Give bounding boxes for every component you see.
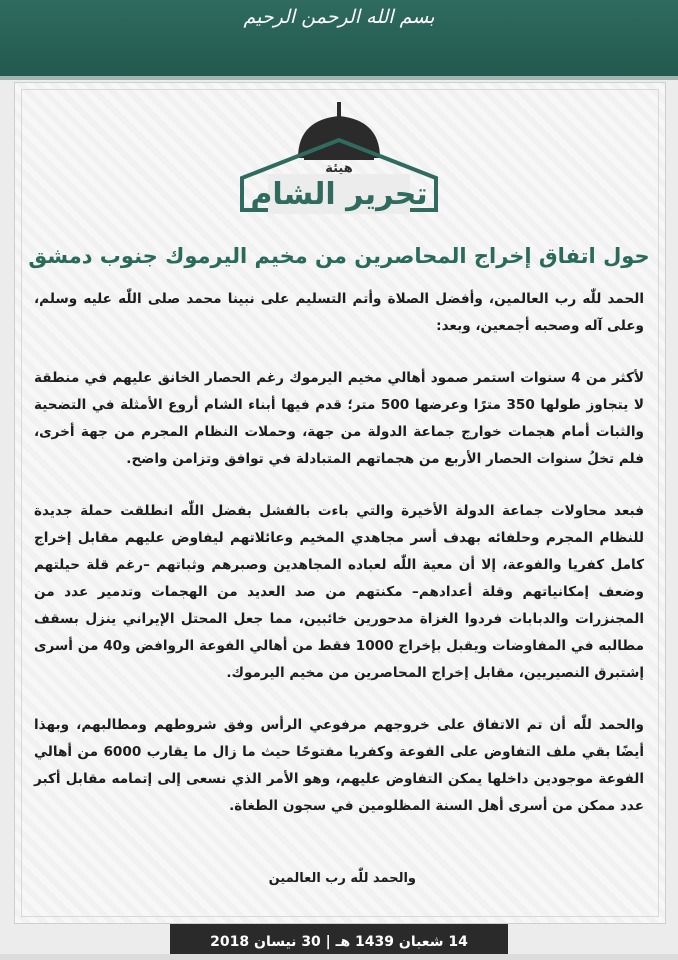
header-band — [0, 0, 678, 76]
paragraph-agreement: والحمد للّٰه أن تم الاتفاق على خروجهم مرفوعي الرأس وفق شروطهم ومطالبهم، وبهذا أيضًا بقي ملف التفاوض على الفوعة وكفريا مفتوحًا حيث ما زال ما يقارب 6000 من أهالي الفوعة موجودين داخلها يمكن التفاوض عليهم، وهو الأمر الذي نسعى إلى إتمامه مقابل أكبر عدد ممكن من أسرى أهل السنة المظلومين في سجون الطغاة. — [34, 717, 644, 814]
basmala-calligraphy: بسم الله الرحمن الرحيم — [243, 6, 435, 28]
header-underline — [0, 76, 678, 80]
paragraph-campaign: فبعد محاولات جماعة الدولة الأخيرة والتي باءت بالفشل بفضل اللّٰه انطلقت حملة جديدة للنظام المجرم وحلفائه بهدف أسر مجاهدي المخيم وعائلاتهم ليفاوض عليهم مقابل إخراج كامل كفريا والفوعة، إلا أن معية اللّٰه لعباده المجاهدين وصبرهم وثباتهم –رغم قلة حيلتهم وضعف إمكانياتهم وقلة أعدادهم– مكنتهم من صد العديد من الهجمات وتدمير عدد من المجنزرات والدبابات فردوا الغزاة مدحورين خائبين، مما جعل المحتل الإيراني ينزل بسقف مطالبه في المفاوضات ويقبل بإخراج 1000 فقط من أهالي الفوعة الروافض و40 من أسرى إشتبرق النصيريين، مقابل إخراج المحاصرين من مخيم اليرموك. — [34, 503, 644, 681]
date-bar: 14 شعبان 1439 هـ | 30 نيسان 2018 — [170, 924, 508, 960]
logo-line2: تحرير الشام — [250, 177, 428, 212]
bottom-strip — [0, 954, 678, 960]
paragraph-siege: لأكثر من 4 سنوات استمر صمود أهالي مخيم اليرموك رغم الحصار الخانق عليهم في منطقة لا يتجاوز طولها 350 مترًا وعرضها 500 متر؛ قدم فيها أبناء الشام أروع الأمثلة في التضحية والثبات أمام هجمات خوارج جماعة الدولة من جهة، وحملات النظام المجرم من جهة أخرى، فلم تخلُ سنوات الحصار الأربع من هجماتهم المتبادلة في توافق وتزامن واضح. — [34, 370, 644, 467]
document-body — [34, 286, 644, 845]
paragraph-opening: الحمد للّٰه رب العالمين، وأفضل الصلاة وأتم التسليم على نبينا محمد صلى اللّٰه عليه وسلم، وعلى آله وصحبه أجمعين، وبعد: — [34, 291, 644, 334]
logo-line1: هيئة — [325, 161, 353, 176]
document-headline: حول اتفاق إخراج المحاصرين من مخيم اليرموك جنوب دمشق — [28, 244, 650, 268]
organization-logo — [228, 100, 450, 220]
dome-spire — [337, 102, 341, 118]
closing-line: والحمد للّٰه رب العالمين — [268, 871, 416, 886]
